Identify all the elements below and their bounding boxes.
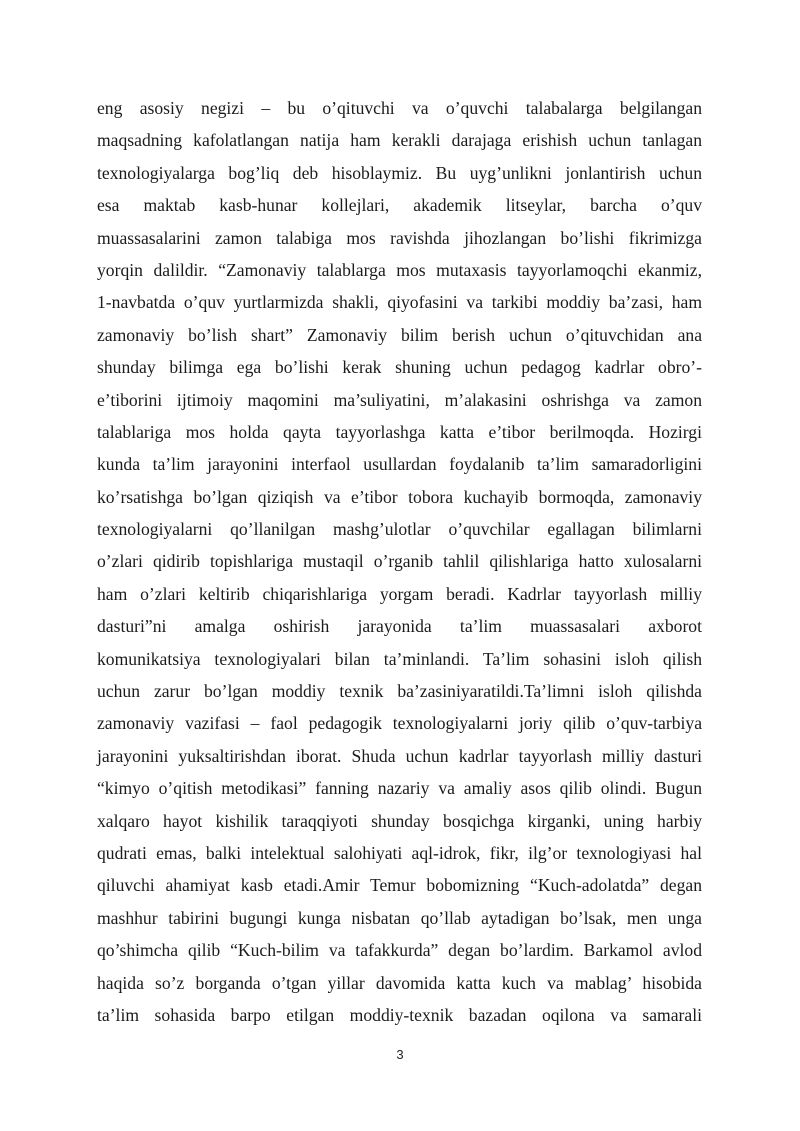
text-line: eng asosiy negizi – bu o’qituvchi va o’quvchi talabalarga belgilangan: [97, 98, 702, 118]
text-line: talablariga mos holda qayta tayyorlashga katta e’tibor berilmoqda. Hozirgi: [97, 421, 702, 442]
text-line: “kimyo o’qitish metodikasi” fanning nazariy va amaliy asos qilib olindi. Bugun: [97, 778, 702, 799]
text-line: zamonaviy vazifasi – faol pedagogik texnologiyalarni joriy qilib o’quv-tarbiya: [97, 713, 702, 734]
text-line: muassasalarini zamon talabiga mos ravishda jihozlangan bo’lishi fikrimizga: [97, 227, 702, 248]
text-line: maqsadning kafolatlangan natija ham kerakli darajaga erishish uchun tanlagan: [97, 130, 702, 151]
text-line: ko’rsatishga bo’lgan qiziqish va e’tibor tobora kuchayib bormoqda, zamonaviy: [97, 486, 702, 507]
text-line: qo’shimcha qilib “Kuch-bilim va tafakkurda” degan bo’lardim. Barkamol avlod: [97, 940, 702, 961]
text-line: zamonaviy bo’lish shart” Zamonaviy bilim berish uchun o’qituvchidan ana: [97, 324, 702, 345]
text-line: esa maktab kasb-hunar kollejlari, akademik litseylar, barcha o’quv: [97, 195, 702, 216]
text-line: 1-navbatda o’quv yurtlarmizda shakli, qiyofasini va tarkibi moddiy ba’zasi, ham: [97, 292, 702, 313]
text-line: ta’lim sohasida barpo etilgan moddiy-texnik bazadan oqilona va samarali: [97, 1004, 702, 1025]
text-line: jarayonini yuksaltirishdan iborat. Shuda uchun kadrlar tayyorlash milliy dasturi: [97, 745, 702, 766]
text-line: qiluvchi ahamiyat kasb etadi.Amir Temur bobomizning “Kuch-adolatda” degan: [97, 875, 702, 896]
text-line: ham o’zlari keltirib chiqarishlariga yorgam beradi. Kadrlar tayyorlash milliy: [97, 583, 702, 604]
text-line: texnologiyalarga bog’liq deb hisoblaymiz. Bu uyg’unlikni jonlantirish uchun: [97, 162, 702, 183]
page-number: 3: [396, 1047, 404, 1062]
text-line: uchun zarur bo’lgan moddiy texnik ba’zasiniyaratildi.Ta’limni isloh qilishda: [97, 681, 702, 702]
text-line: e’tiborini ijtimoiy maqomini ma’suliyatini, m’alakasini oshrishga va zamon: [97, 389, 702, 410]
text-line: xalqaro hayot kishilik taraqqiyoti shunday bosqichga kirganki, uning harbiy: [97, 810, 702, 831]
text-line: o’zlari qidirib topishlariga mustaqil o’rganib tahlil qilishlariga hatto xulosalarni: [97, 551, 702, 572]
text-line: haqida so’z borganda o’tgan yillar davomida katta kuch va mablag’ hisobida: [97, 972, 702, 993]
text-line: yorqin dalildir. “Zamonaviy talablarga mos mutaxasis tayyorlamoqchi ekanmiz,: [97, 259, 702, 280]
text-line: shunday bilimga ega bo’lishi kerak shuning uchun pedagog kadrlar obro’-: [97, 357, 702, 378]
text-line: texnologiyalarni qo’llanilgan mashg’ulotlar o’quvchilar egallagan bilimlarni: [97, 519, 702, 540]
text-line: qudrati emas, balki intelektual salohiyati aql-idrok, fikr, ilg’or texnologiyasi hal: [97, 842, 702, 863]
text-line: mashhur tabirini bugungi kunga nisbatan qo’llab aytadigan bo’lsak, men unga: [97, 907, 702, 928]
text-line: komunikatsiya texnologiyalari bilan ta’minlandi. Ta’lim sohasini isloh qilish: [97, 648, 702, 669]
body-text: [97, 92, 702, 1031]
text-line: dasturi”ni amalga oshirish jarayonida ta’lim muassasalari axborot: [97, 616, 702, 637]
text-line: kunda ta’lim jarayonini interfaol usullardan foydalanib ta’lim samaradorligini: [97, 454, 702, 475]
